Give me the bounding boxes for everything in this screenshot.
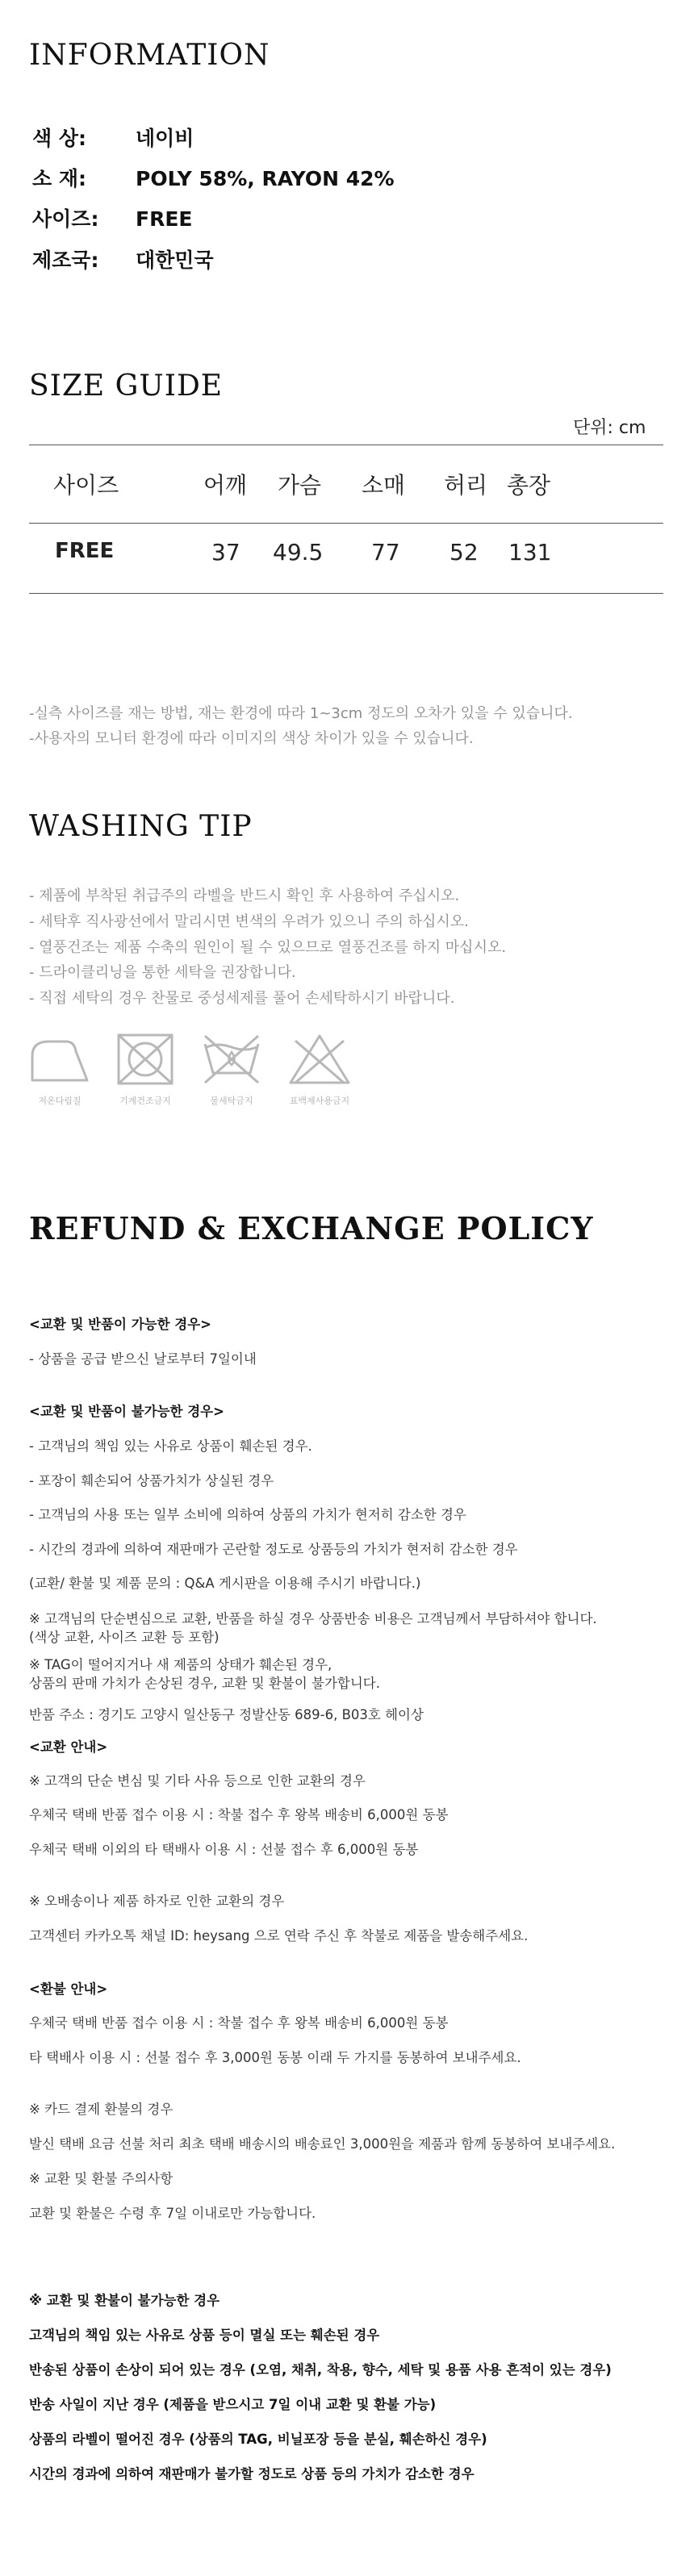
iron-icon [29,1035,90,1085]
cell-length: 131 [508,539,552,566]
policy-line: 교환 및 환불은 수령 후 7일 이내로만 가능합니다. [29,2206,316,2221]
policy-line: 반송 사일이 지난 경우 (제품을 받으시고 7일 이내 교환 및 환불 가능) [29,2397,437,2412]
info-label: 사이즈: [32,207,99,231]
policy-heading: <교환 안내> [29,1739,108,1755]
policy-line: - 시간의 경과에 의하여 재판매가 곤란할 정도로 상품등의 가치가 현저히 감소한 경우 [29,1542,518,1557]
policy-line: 고객센터 카카오톡 채널 ID: heysang 으로 연락 주신 후 착불로 제품을 발송해주세요. [29,1928,529,1943]
cell-sleeve: 77 [371,539,400,566]
table-mid-rule [29,523,663,524]
information-title: INFORMATION [29,39,270,72]
policy-line: 시간의 경과에 의하여 재판매가 불가할 정도로 상품 등의 가치가 감소한 경우 [29,2466,475,2482]
policy-line: ※ 카드 결제 환불의 경우 [29,2102,174,2117]
wash-line: - 드라이클리닝을 통한 세탁을 권장합니다. [29,964,296,981]
policy-line: 상품의 판매 가치가 손상된 경우, 교환 및 환불이 불가합니다. [29,1676,380,1691]
policy-line: 타 택배사 이용 시 : 선불 접수 후 3,000원 동봉 이래 두 가지를 동봉하여 보내주세요. [29,2050,521,2065]
header-size: 사이즈 [53,472,119,499]
no-wash-icon [202,1033,261,1086]
policy-line: 발신 택배 요금 선불 처리 최초 택배 배송시의 배송료인 3,000원을 제품과 함께 동봉하여 보내주세요. [29,2136,616,2152]
icon-label: 물세탁금지 [210,1096,253,1106]
policy-line: - 포장이 훼손되어 상품가치가 상실된 경우 [29,1473,274,1488]
policy-line: ※ 고객의 단순 변심 및 기타 사유 등으로 인한 교환의 경우 [29,1773,366,1789]
icon-label: 저온다림질 [38,1096,82,1106]
policy-line: ※ TAG이 떨어지거나 새 제품의 상태가 훼손된 경우, [29,1657,332,1672]
info-row-origin [32,244,214,273]
table-bottom-rule [29,593,663,594]
info-value: 네이비 [136,127,194,150]
cell-chest: 49.5 [273,539,324,566]
policy-line: 우체국 택배 이외의 타 택배사 이용 시 : 선불 접수 후 6,000원 동봉 [29,1842,419,1857]
policy-line: 반품 주소 : 경기도 고양시 일산동구 정발산동 689-6, B03호 헤이상 [29,1707,424,1722]
policy-heading: <환불 안내> [29,1981,108,1997]
info-label: 색 상: [32,127,87,150]
info-value: 대한민국 [136,248,214,272]
size-guide-title: SIZE GUIDE [29,369,224,403]
size-note: -사용자의 모니터 환경에 따라 이미지의 색상 차이가 있을 수 있습니다. [29,730,474,747]
header-waist: 허리 [444,472,488,499]
size-note: -실측 사이즈를 재는 방법, 재는 환경에 따라 1~3cm 정도의 오차가 있을 수 있습니다. [29,705,573,722]
info-value: FREE [136,207,193,231]
policy-line: - 상품을 공급 받으신 날로부터 7일이내 [29,1351,257,1367]
cell-waist: 52 [449,539,479,566]
header-shoulder: 어깨 [203,472,248,499]
info-label: 제조국: [32,248,99,272]
wash-line: - 세탁후 직사광선에서 말리시면 변색의 우려가 있으니 주의 하십시오. [29,913,469,930]
info-row-size [32,203,192,232]
policy-heading: ※ 교환 및 환불이 불가능한 경우 [29,2293,220,2308]
policy-line: 우체국 택배 반품 접수 이용 시 : 착불 접수 후 왕복 배송비 6,000원 동봉 [29,1807,449,1822]
policy-line: ※ 고객님의 단순변심으로 교환, 반품을 하실 경우 상품반송 비용은 고객님께서 부담하셔야 합니다. [29,1611,597,1626]
policy-line: (교환/ 환불 및 제품 문의 : Q&A 게시판을 이용해 주시기 바랍니다.) [29,1576,421,1591]
policy-heading: <교환 및 반품이 가능한 경우> [29,1317,211,1332]
wash-line: - 열풍건조는 제품 수축의 원인이 될 수 있으므로 열풍건조를 하지 마십시오. [29,939,507,956]
policy-line: 반송된 상품이 손상이 되어 있는 경우 (오염, 채취, 착용, 향수, 세탁 및 용품 사용 흔적이 있는 경우) [29,2362,612,2378]
no-bleach-icon [287,1033,352,1086]
policy-heading: <교환 및 반품이 불가능한 경우> [29,1404,224,1419]
icon-label: 기계건조금지 [119,1096,171,1106]
info-row-material [32,163,395,192]
cell-size: FREE [55,539,115,563]
size-table-header [0,468,694,500]
policy-line: 고객님의 책임 있는 사유로 상품 등이 멸실 또는 훼손된 경우 [29,2328,380,2343]
info-label: 소 재: [32,167,87,190]
wash-line: - 제품에 부착된 취급주의 라벨을 반드시 확인 후 사용하여 주십시오. [29,887,460,904]
refund-title: REFUND & EXCHANGE POLICY [29,1210,594,1246]
info-row-color [32,123,194,152]
size-table-row [0,539,694,571]
policy-line: - 고객님의 책임 있는 사유로 상품이 훼손된 경우. [29,1438,312,1454]
unit-label: 단위: cm [573,418,646,438]
policy-line: (색상 교환, 사이즈 교환 등 포함) [29,1630,219,1645]
policy-line: ※ 교환 및 환불 주의사항 [29,2171,174,2186]
policy-line: ※ 오배송이나 제품 하자로 인한 교환의 경우 [29,1893,285,1909]
header-chest: 가슴 [278,472,322,499]
no-tumble-dry-icon [116,1033,174,1086]
cell-shoulder: 37 [211,539,240,566]
policy-line: 우체국 택배 반품 접수 이용 시 : 착불 접수 후 왕복 배송비 6,000원 동봉 [29,2015,449,2031]
policy-line: 상품의 라벨이 떨어진 경우 (상품의 TAG, 비닐포장 등을 분실, 훼손하신 경우) [29,2432,487,2447]
header-length: 총장 [507,472,551,499]
icon-label: 표백제사용금지 [289,1096,350,1106]
wash-line: - 직접 세탁의 경우 찬물로 중성세제를 풀어 손세탁하시기 바랍니다. [29,990,455,1007]
header-sleeve: 소매 [362,472,406,499]
policy-line: - 고객님의 사용 또는 일부 소비에 의하여 상품의 가치가 현저히 감소한 경우 [29,1507,466,1522]
washing-tip-title: WASHING TIP [29,810,253,843]
info-value: POLY 58%, RAYON 42% [136,167,395,190]
